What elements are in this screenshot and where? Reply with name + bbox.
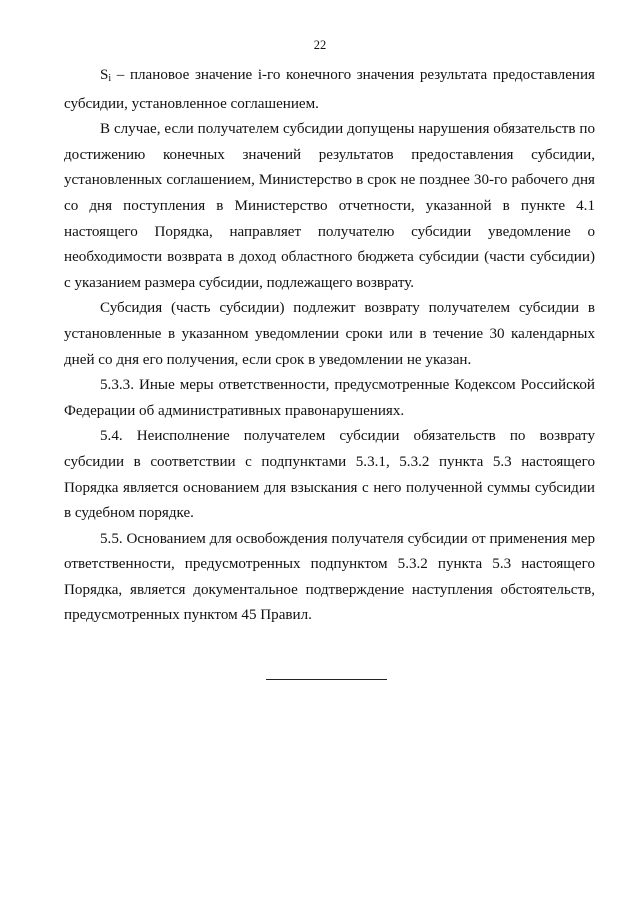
formula-description: – плановое значение i-го конечного значения результата предоставления субсидии, установленное соглашением. [64, 67, 595, 112]
formula-subscript: i [108, 73, 112, 84]
paragraph-5-3-3: 5.3.3. Иные меры ответственности, предусмотренные Кодексом Российской Федерации об административных правонарушениях. [64, 377, 595, 419]
paragraph-violation-notice: В случае, если получателем субсидии допущены нарушения обязательств по достижению конечных значений результатов предоставления субсидии, установленных соглашением, Министерство в срок не позднее 30-го рабочего дня со дня поступления в Министерство отчетности, указанной в пункте 4.1 настоящего Порядка, направляет получателю субсидии уведомление о необходимости возврата в доход областного бюджета субсидии (части субсидии) с указанием размера субсидии, подлежащего возврату. [64, 121, 595, 291]
paragraph-refund-deadline: Субсидия (часть субсидии) подлежит возврату получателем субсидии в установленные в указанном уведомлении сроки или в течение 30 календарных дней со дня его получения, если срок в уведомлении не указан. [64, 300, 595, 368]
formula-symbol: S [100, 67, 109, 83]
paragraph-5-5: 5.5. Основанием для освобождения получателя субсидии от применения мер ответственности, предусмотренных подпунктом 5.3.2 пункта 5.3 настоящего Порядка, является документальное подтверждение наступления обстоятельств, предусмотренных пунктом 45 Правил. [64, 530, 595, 624]
document-body [64, 63, 595, 629]
formula-explanation [64, 63, 595, 117]
paragraph-5-4: 5.4. Неисполнение получателем субсидии обязательств по возврату субсидии в соответствии с подпунктами 5.3.1, 5.3.2 пункта 5.3 настоящего Порядка является основанием для взыскания с него полученной суммы субсидии в судебном порядке. [64, 428, 595, 522]
page-number: 22 [313, 38, 327, 52]
end-of-document-line [266, 679, 387, 680]
